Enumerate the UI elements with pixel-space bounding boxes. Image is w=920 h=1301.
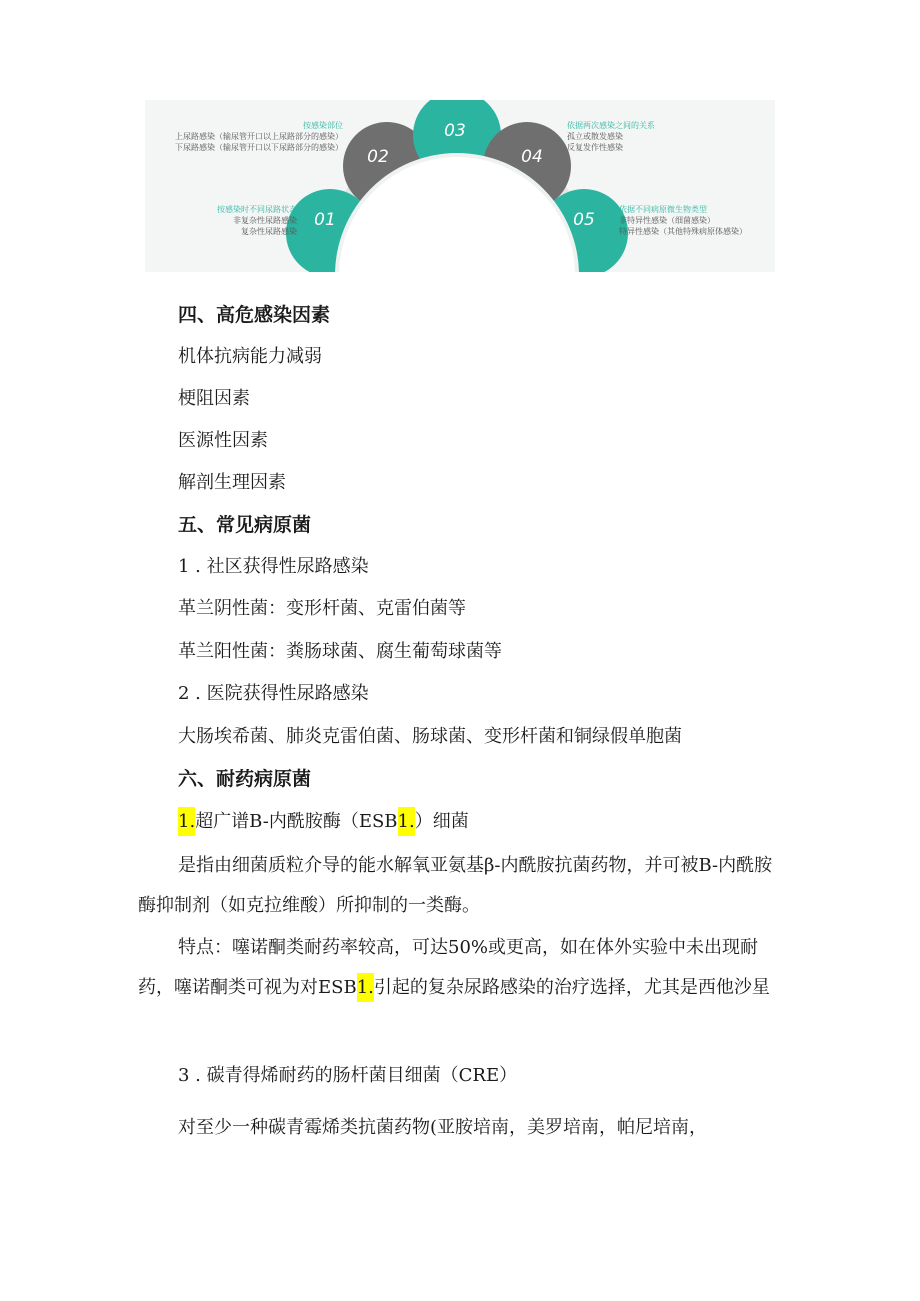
annotation-05 [619,204,747,237]
esbl-title-text: 超广谱B-内酰胺酶（ESB [195,811,398,832]
esbl-feature-text: 特点：噻诺酮类耐药率较高，可达50%或更高，如在体外实验中未出现耐药，噻诺酮类可视为对ESB [138,937,759,998]
highlight-mark: 1. [178,807,195,836]
highlight-mark: 1. [398,807,415,836]
annotation-01 [217,204,297,237]
esbl-definition: 是指由细菌质粒介导的能水解氧亚氨基β-内酰胺抗菌药物，并可被B-内酰胺酶抑制剂（如克拉维酸）所抑制的一类酶。 [138,855,773,916]
annotation-01-line: 非复杂性尿路感染 [233,216,297,225]
annotation-01-line: 复杂性尿路感染 [241,227,297,236]
annotation-02 [175,120,343,153]
esbl-feature-paragraph [138,928,788,1008]
cre-definition: 对至少一种碳青霉烯类抗菌药物(亚胺培南，美罗培南，帕尼培南， [178,1117,708,1138]
esbl-feature-text-end: 引起的复杂尿路感染的治疗选择，尤其是西他沙星 [373,977,770,998]
pathogen-line: 革兰阴性菌：变形杆菌、克雷伯菌等 [178,598,466,619]
subheading-community-acquired: 1 . 社区获得性尿路感染 [178,556,369,577]
annotation-05-title: 依据不同病原微生物类型 [619,205,707,214]
annotation-05-line: 非特异性感染（细菌感染） [619,216,715,225]
risk-factor-item: 医源性因素 [178,430,268,451]
annotation-04-line: 反复发作性感染 [567,143,623,152]
pathogen-line: 革兰阳性菌：粪肠球菌、腐生葡萄球菌等 [178,641,502,662]
annotation-04-title: 依据两次感染之间的关系 [567,121,655,130]
step-number-02: 02 [367,147,389,167]
subheading-hospital-acquired: 2 . 医院获得性尿路感染 [178,683,369,704]
step-number-01: 01 [314,210,336,230]
risk-factor-item: 解剖生理因素 [178,472,286,493]
step-number-04: 04 [521,147,543,167]
highlight-mark: 1. [357,973,374,1002]
pathogen-line: 大肠埃希菌、肺炎克雷伯菌、肠球菌、变形杆菌和铜绿假单胞菌 [178,726,682,747]
annotation-01-title: 按感染时不同尿路状态 [217,205,297,214]
annotation-02-line: 下尿路感染（输尿管开口以下尿路部分的感染） [175,143,343,152]
step-number-03: 03 [444,121,466,141]
section-heading-resistant-pathogens: 六、耐药病原菌 [178,768,312,790]
risk-factor-item: 梗阻因素 [178,388,250,409]
risk-factor-item: 机体抗病能力减弱 [178,346,322,367]
annotation-02-line: 上尿路感染（输尿管开口以上尿路部分的感染） [175,132,343,141]
annotation-04 [567,120,655,153]
section-heading-risk-factors: 四、高危感染因素 [178,304,331,326]
subheading-cre: 3 . 碳青得烯耐药的肠杆菌目细菌（CRE） [178,1065,518,1086]
annotation-02-title: 按感染部位 [303,121,343,130]
classification-diagram [145,100,775,272]
annotation-05-line: 特异性感染（其他特殊病原体感染） [619,227,747,236]
esbl-title-end: ）细菌 [414,811,469,832]
annotation-04-line: 孤立或散发感染 [567,132,623,141]
step-number-05: 05 [573,210,595,230]
subheading-esbl [178,810,469,834]
section-heading-pathogens: 五、常见病原菌 [178,514,312,536]
